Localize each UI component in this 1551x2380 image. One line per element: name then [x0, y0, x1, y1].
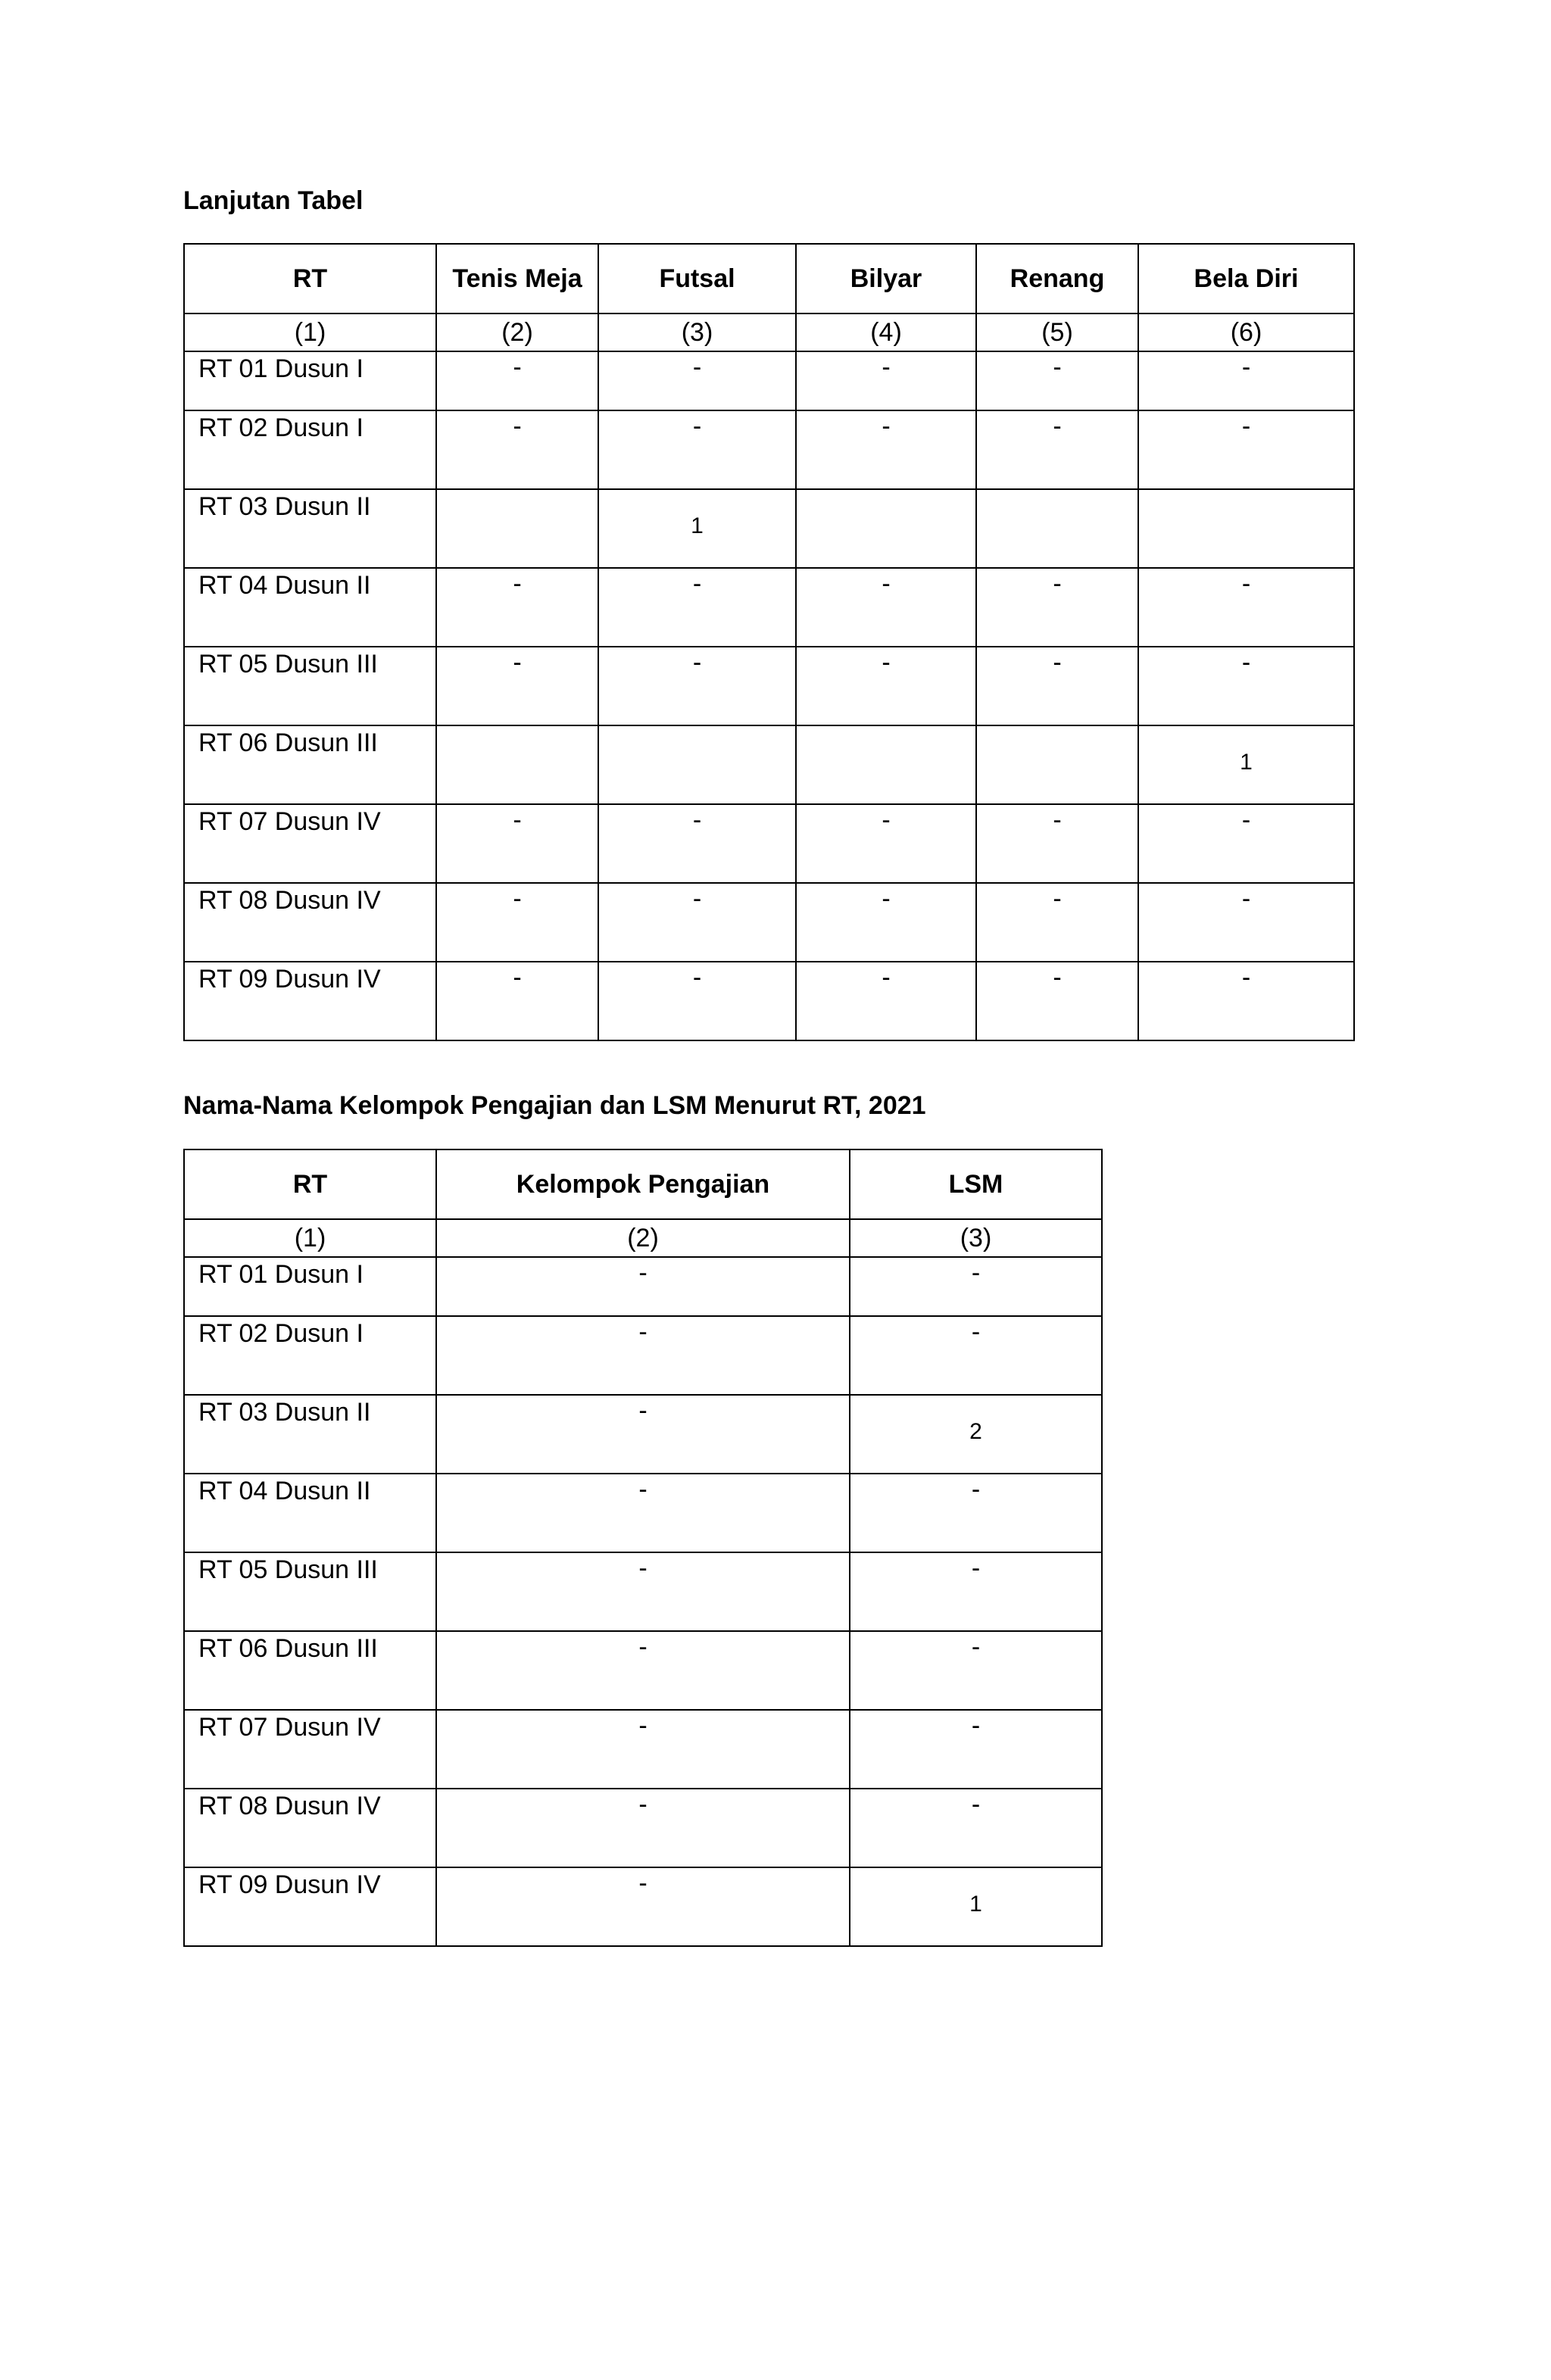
rt-label-cell: RT 07 Dusun IV: [184, 1710, 436, 1789]
value-cell: [436, 1395, 850, 1474]
cell-value: -: [1241, 963, 1251, 992]
cell-value: 1: [691, 513, 704, 538]
value-cell: [436, 1867, 850, 1946]
cell-value: -: [1241, 806, 1251, 834]
value-cell: [850, 1257, 1102, 1316]
sports-facilities-table: [183, 243, 1355, 1041]
cell-value: -: [513, 412, 522, 441]
cell-value: -: [638, 1554, 648, 1583]
rt-label-cell: RT 08 Dusun IV: [184, 1789, 436, 1867]
value-cell: [976, 647, 1138, 725]
value-cell: [796, 647, 976, 725]
cell-value: [797, 726, 975, 728]
table-row: [184, 410, 1354, 489]
column-header-bela-diri: Bela Diri: [1138, 244, 1354, 313]
column-number: (2): [436, 313, 598, 351]
value-cell: [850, 1631, 1102, 1710]
cell-value: -: [513, 648, 522, 677]
section-title-pengajian-lsm: Nama-Nama Kelompok Pengajian dan LSM Menurut RT, 2021: [183, 1091, 926, 1120]
value-cell: [976, 883, 1138, 962]
cell-value: -: [1053, 353, 1062, 382]
value-cell: [598, 647, 796, 725]
column-number: (2): [436, 1219, 850, 1257]
rt-label-cell: RT 08 Dusun IV: [184, 883, 436, 962]
cell-value: -: [882, 412, 891, 441]
cell-value: [797, 490, 975, 491]
cell-value: -: [1241, 569, 1251, 598]
value-cell: [796, 883, 976, 962]
cell-value: 1: [1240, 750, 1253, 775]
value-cell: [796, 351, 976, 410]
column-header-renang: Renang: [976, 244, 1138, 313]
value-cell: [436, 1710, 850, 1789]
rt-label-cell: RT 05 Dusun III: [184, 647, 436, 725]
cell-value: -: [971, 1318, 981, 1346]
cell-value: -: [513, 353, 522, 382]
cell-value: -: [1053, 884, 1062, 913]
table-row: [184, 804, 1354, 883]
column-number: (1): [184, 313, 436, 351]
value-cell: [598, 489, 796, 568]
table-row: [184, 1316, 1102, 1395]
cell-value: -: [1053, 648, 1062, 677]
cell-value: -: [638, 1790, 648, 1819]
value-cell: [598, 351, 796, 410]
value-cell: [436, 962, 598, 1040]
value-cell: [598, 568, 796, 647]
column-number: (4): [796, 313, 976, 351]
cell-value: -: [1053, 569, 1062, 598]
column-number: (3): [598, 313, 796, 351]
value-cell: [436, 883, 598, 962]
cell-value: -: [692, 569, 702, 598]
table-header-row: [184, 1149, 1102, 1219]
value-cell: [796, 962, 976, 1040]
value-cell: [1138, 883, 1354, 962]
cell-value: -: [882, 963, 891, 992]
cell-value: -: [692, 412, 702, 441]
cell-value: -: [971, 1259, 981, 1287]
value-cell: [436, 1552, 850, 1631]
value-cell: [436, 489, 598, 568]
value-cell: [976, 351, 1138, 410]
rt-label-cell: RT 02 Dusun I: [184, 410, 436, 489]
cell-value: -: [1241, 648, 1251, 677]
cell-value: -: [882, 353, 891, 382]
pengajian-lsm-table: [183, 1149, 1103, 1947]
table-row: [184, 1631, 1102, 1710]
rt-label-cell: RT 04 Dusun II: [184, 568, 436, 647]
rt-label-cell: RT 06 Dusun III: [184, 1631, 436, 1710]
column-number-row: [184, 313, 1354, 351]
section-title-lanjutan-tabel: Lanjutan Tabel: [183, 186, 364, 215]
value-cell: [976, 568, 1138, 647]
value-cell: [1138, 568, 1354, 647]
value-cell: [436, 1257, 850, 1316]
rt-label-cell: RT 05 Dusun III: [184, 1552, 436, 1631]
cell-value: -: [638, 1711, 648, 1740]
table-row: [184, 883, 1354, 962]
value-cell: [1138, 725, 1354, 804]
table-header-row: [184, 244, 1354, 313]
rt-label-cell: RT 04 Dusun II: [184, 1474, 436, 1552]
value-cell: [1138, 410, 1354, 489]
rt-label-cell: RT 01 Dusun I: [184, 351, 436, 410]
cell-value: 2: [969, 1419, 982, 1444]
cell-value: -: [692, 963, 702, 992]
value-cell: [436, 725, 598, 804]
cell-value: [437, 726, 598, 728]
table-row: [184, 1552, 1102, 1631]
rt-label-cell: RT 07 Dusun IV: [184, 804, 436, 883]
value-cell: [976, 804, 1138, 883]
table-row: [184, 1257, 1102, 1316]
rt-label-cell: RT 06 Dusun III: [184, 725, 436, 804]
table-row: [184, 351, 1354, 410]
table-row: [184, 1710, 1102, 1789]
table-row: [184, 962, 1354, 1040]
value-cell: [598, 804, 796, 883]
value-cell: [796, 804, 976, 883]
cell-value: -: [971, 1711, 981, 1740]
cell-value: -: [638, 1475, 648, 1504]
cell-value: -: [1053, 806, 1062, 834]
column-number-row: [184, 1219, 1102, 1257]
value-cell: [436, 410, 598, 489]
cell-value: -: [513, 963, 522, 992]
cell-value: -: [513, 569, 522, 598]
rt-label-cell: RT 09 Dusun IV: [184, 962, 436, 1040]
value-cell: [796, 410, 976, 489]
value-cell: [850, 1552, 1102, 1631]
column-header-futsal: Futsal: [598, 244, 796, 313]
value-cell: [976, 410, 1138, 489]
cell-value: -: [882, 884, 891, 913]
value-cell: [976, 725, 1138, 804]
value-cell: [796, 489, 976, 568]
column-number: (5): [976, 313, 1138, 351]
value-cell: [598, 725, 796, 804]
cell-value: [1139, 490, 1353, 491]
column-header-rt: RT: [184, 244, 436, 313]
value-cell: [850, 1710, 1102, 1789]
table-row: [184, 1867, 1102, 1946]
value-cell: [796, 725, 976, 804]
cell-value: -: [971, 1554, 981, 1583]
value-cell: [1138, 962, 1354, 1040]
cell-value: -: [513, 806, 522, 834]
value-cell: [598, 883, 796, 962]
cell-value: -: [638, 1633, 648, 1661]
value-cell: [598, 962, 796, 1040]
cell-value: -: [692, 353, 702, 382]
table-row: [184, 1474, 1102, 1552]
rt-label-cell: RT 02 Dusun I: [184, 1316, 436, 1395]
value-cell: [850, 1789, 1102, 1867]
cell-value: -: [692, 648, 702, 677]
cell-value: [977, 726, 1138, 728]
cell-value: [437, 490, 598, 491]
value-cell: [436, 804, 598, 883]
value-cell: [976, 489, 1138, 568]
column-number: (1): [184, 1219, 436, 1257]
value-cell: [850, 1474, 1102, 1552]
table-row: [184, 568, 1354, 647]
cell-value: -: [638, 1318, 648, 1346]
cell-value: -: [882, 806, 891, 834]
value-cell: [1138, 647, 1354, 725]
value-cell: [976, 962, 1138, 1040]
cell-value: -: [1241, 412, 1251, 441]
cell-value: [599, 726, 795, 728]
cell-value: -: [971, 1475, 981, 1504]
table-row: [184, 1789, 1102, 1867]
value-cell: [436, 647, 598, 725]
cell-value: -: [638, 1259, 648, 1287]
table-row: [184, 489, 1354, 568]
value-cell: [436, 568, 598, 647]
column-header-kelompok-pengajian: Kelompok Pengajian: [436, 1149, 850, 1219]
cell-value: -: [692, 884, 702, 913]
cell-value: -: [1241, 353, 1251, 382]
value-cell: [1138, 804, 1354, 883]
table-row: [184, 725, 1354, 804]
column-number: (6): [1138, 313, 1354, 351]
column-number: (3): [850, 1219, 1102, 1257]
value-cell: [1138, 351, 1354, 410]
rt-label-cell: RT 09 Dusun IV: [184, 1867, 436, 1946]
cell-value: -: [971, 1790, 981, 1819]
value-cell: [850, 1395, 1102, 1474]
cell-value: [977, 490, 1138, 491]
cell-value: -: [882, 648, 891, 677]
cell-value: -: [1053, 963, 1062, 992]
value-cell: [850, 1867, 1102, 1946]
value-cell: [436, 1789, 850, 1867]
cell-value: -: [1053, 412, 1062, 441]
value-cell: [436, 1631, 850, 1710]
cell-value: 1: [969, 1892, 982, 1917]
column-header-rt: RT: [184, 1149, 436, 1219]
cell-value: -: [971, 1633, 981, 1661]
table-row: [184, 1395, 1102, 1474]
rt-label-cell: RT 01 Dusun I: [184, 1257, 436, 1316]
column-header-bilyar: Bilyar: [796, 244, 976, 313]
cell-value: -: [1241, 884, 1251, 913]
rt-label-cell: RT 03 Dusun II: [184, 489, 436, 568]
column-header-lsm: LSM: [850, 1149, 1102, 1219]
cell-value: -: [513, 884, 522, 913]
cell-value: -: [638, 1869, 648, 1898]
table-row: [184, 647, 1354, 725]
value-cell: [850, 1316, 1102, 1395]
value-cell: [796, 568, 976, 647]
value-cell: [436, 1316, 850, 1395]
value-cell: [598, 410, 796, 489]
cell-value: -: [638, 1396, 648, 1425]
cell-value: -: [882, 569, 891, 598]
value-cell: [436, 351, 598, 410]
rt-label-cell: RT 03 Dusun II: [184, 1395, 436, 1474]
column-header-tenis-meja: Tenis Meja: [436, 244, 598, 313]
cell-value: -: [692, 806, 702, 834]
value-cell: [436, 1474, 850, 1552]
value-cell: [1138, 489, 1354, 568]
